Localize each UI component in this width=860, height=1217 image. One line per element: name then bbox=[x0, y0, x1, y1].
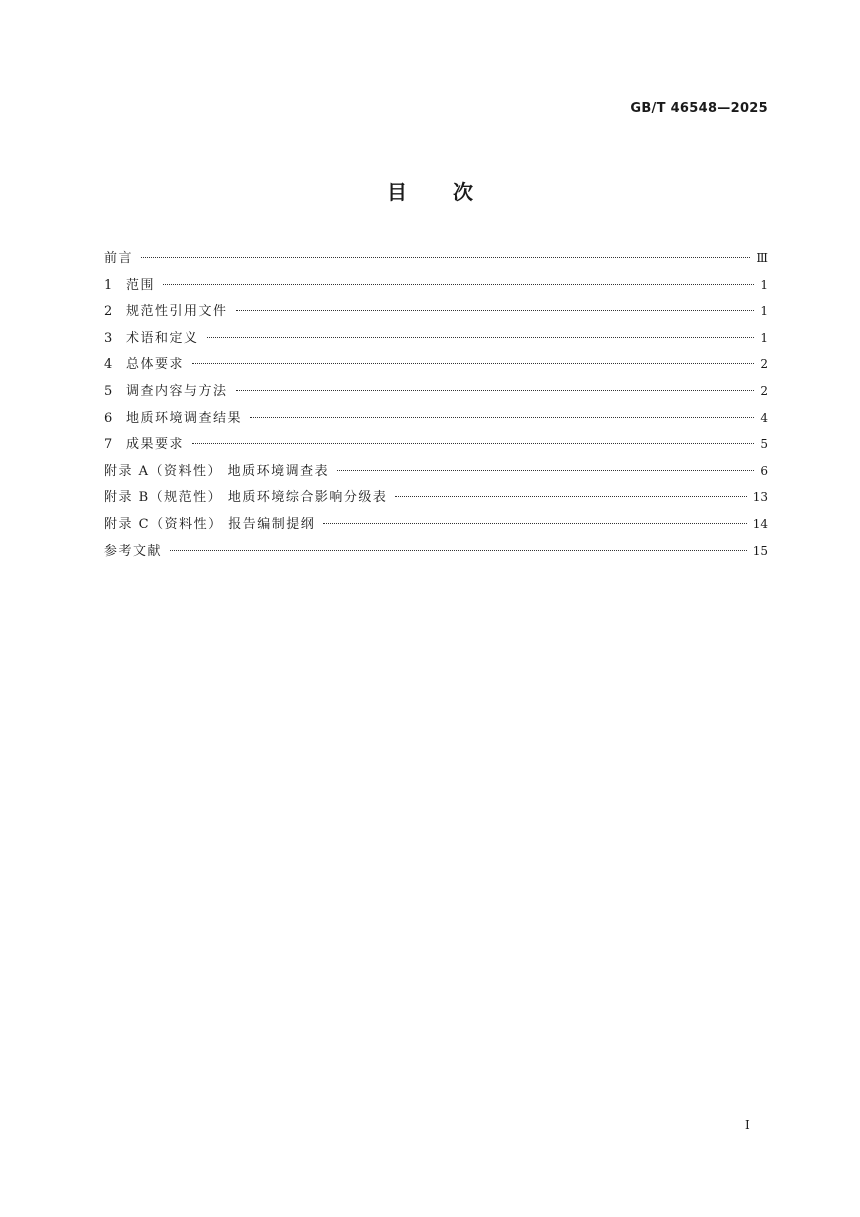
dot-leader bbox=[192, 443, 754, 444]
toc-entry-page: 6 bbox=[760, 463, 768, 478]
toc-entry-label: 范围 bbox=[126, 277, 156, 293]
dot-leader bbox=[236, 390, 755, 391]
toc-entry-label: 前言 bbox=[104, 251, 134, 266]
toc-entry-page: 5 bbox=[760, 437, 768, 452]
toc-entry-survey-methods[interactable] bbox=[104, 380, 768, 407]
toc-entry-label: 附录 B（规范性） 地质环境综合影响分级表 bbox=[104, 490, 388, 506]
toc-title: 目次 bbox=[387, 180, 519, 204]
dot-leader bbox=[207, 337, 755, 338]
toc-entry-label: 术语和定义 bbox=[126, 330, 199, 346]
toc-entry-number: 2 bbox=[104, 304, 113, 320]
dot-leader bbox=[323, 523, 747, 524]
toc-entry-normative-references[interactable] bbox=[104, 300, 768, 327]
toc-entry-page: 2 bbox=[760, 357, 768, 372]
dot-leader bbox=[192, 363, 754, 364]
toc-entry-page: 1 bbox=[760, 330, 768, 345]
toc-entry-number: 4 bbox=[104, 357, 113, 373]
dot-leader bbox=[141, 257, 750, 258]
dot-leader bbox=[337, 470, 754, 471]
toc-entry-page: 4 bbox=[760, 410, 768, 425]
toc-entry-annex-b[interactable] bbox=[104, 486, 768, 513]
toc-entry-label: 附录 A（资料性） 地质环境调查表 bbox=[104, 463, 330, 479]
toc-entry-deliverable-requirements[interactable] bbox=[104, 433, 768, 460]
toc-entry-page: 15 bbox=[752, 543, 768, 558]
toc-entry-page: 14 bbox=[752, 516, 768, 531]
dot-leader bbox=[395, 496, 746, 497]
toc-entry-label: 附录 C（资料性） 报告编制提纲 bbox=[104, 516, 316, 532]
toc-entry-page: 13 bbox=[752, 490, 768, 505]
toc-entry-label: 地质环境调查结果 bbox=[126, 410, 243, 426]
dot-leader bbox=[163, 284, 754, 285]
toc-entry-number: 6 bbox=[104, 410, 113, 426]
toc-entry-number: 3 bbox=[104, 330, 113, 346]
page-number: I bbox=[745, 1118, 750, 1132]
dot-leader bbox=[170, 550, 747, 551]
table-of-contents bbox=[104, 247, 768, 566]
toc-entry-page: Ⅲ bbox=[756, 251, 768, 265]
toc-entry-label: 参考文献 bbox=[104, 543, 163, 559]
dot-leader bbox=[250, 417, 754, 418]
toc-entry-page: 1 bbox=[760, 304, 768, 319]
toc-entry-label: 成果要求 bbox=[126, 437, 185, 453]
toc-entry-annex-a[interactable] bbox=[104, 460, 768, 487]
toc-entry-label: 总体要求 bbox=[126, 357, 185, 373]
toc-entry-survey-results[interactable] bbox=[104, 407, 768, 434]
toc-entry-terms-definitions[interactable] bbox=[104, 327, 768, 354]
toc-entry-label: 调查内容与方法 bbox=[126, 383, 228, 399]
toc-entry-number: 5 bbox=[104, 383, 113, 399]
toc-entry-label: 规范性引用文件 bbox=[126, 304, 228, 320]
toc-entry-page: 1 bbox=[760, 277, 768, 292]
toc-entry-number: 7 bbox=[104, 437, 113, 453]
toc-entry-bibliography[interactable] bbox=[104, 540, 768, 567]
toc-entry-general-requirements[interactable] bbox=[104, 353, 768, 380]
toc-entry-page: 2 bbox=[760, 383, 768, 398]
toc-entry-scope[interactable] bbox=[104, 274, 768, 301]
toc-entry-number: 1 bbox=[104, 277, 113, 293]
standard-code: GB/T 46548—2025 bbox=[630, 101, 768, 116]
toc-entry-foreword[interactable] bbox=[104, 247, 768, 274]
dot-leader bbox=[236, 310, 755, 311]
toc-entry-annex-c[interactable] bbox=[104, 513, 768, 540]
